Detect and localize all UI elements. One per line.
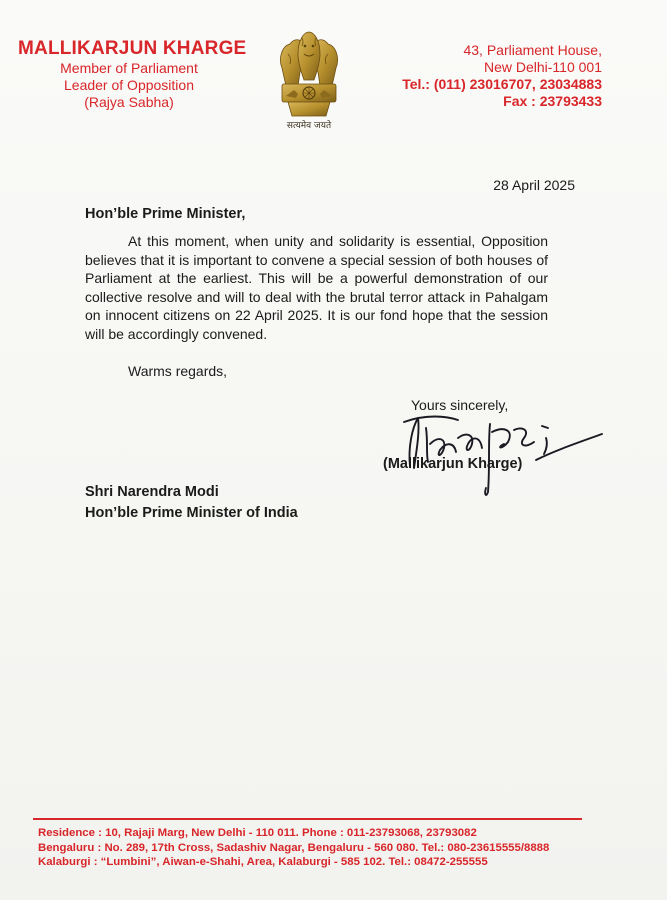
regards: Warms regards, xyxy=(128,363,228,379)
salutation: Hon’ble Prime Minister, xyxy=(85,206,246,222)
letterhead-left xyxy=(18,38,248,111)
closing: Yours sincerely, xyxy=(411,397,509,413)
footer-divider xyxy=(33,818,582,820)
letter-date: 28 April 2025 xyxy=(493,177,575,193)
address-line-2: New Delhi-110 001 xyxy=(483,59,602,75)
letter-body-paragraph: At this moment, when unity and solidarity is essential, Opposition believes that it is important to convene a special session of both houses of Parliament at the earliest. This will be a powerful demonstration of our collective resolve and will to deal with the brutal terror attack in Pahalgam on innocent citizens on 22 April 2025. It is our fond hope that the session will be accordingly convened. xyxy=(85,233,548,342)
footer-bengaluru: Bengaluru : No. 289, 17th Cross, Sadashiv Nagar, Bengaluru - 560 080. Tel.: 080-23615555/8888 xyxy=(38,841,550,854)
addressee-title: Hon’ble Prime Minister of India xyxy=(85,505,298,521)
address-line-1: 43, Parliament House, xyxy=(463,42,602,58)
signer-name: (Mallikarjun Kharge) xyxy=(383,456,523,472)
telephone: Tel.: (011) 23016707, 23034883 xyxy=(402,76,602,92)
addressee xyxy=(85,482,298,524)
letterhead-right xyxy=(362,42,602,110)
footer-kalaburgi: Kalaburgi : “Lumbini”, Aiwan-e-Shahi, Area, Kalaburgi - 585 102. Tel.: 08472-255555 xyxy=(38,856,488,868)
addressee-name: Shri Narendra Modi xyxy=(85,484,219,500)
emblem-motto: सत्यमेव जयते xyxy=(286,121,332,131)
sender-name: MALLIKARJUN KHARGE xyxy=(18,38,247,59)
signature-mark xyxy=(396,408,606,500)
sender-title-3: (Rajya Sabha) xyxy=(84,94,174,110)
fax: Fax : 23793433 xyxy=(503,93,602,109)
footer-addresses xyxy=(38,826,598,870)
sender-title-1: Member of Parliament xyxy=(60,60,198,76)
sender-title-2: Leader of Opposition xyxy=(64,77,194,93)
footer-residence: Residence : 10, Rajaji Marg, New Delhi - 110 011. Phone : 011-23793068, 23793082 xyxy=(38,827,477,839)
